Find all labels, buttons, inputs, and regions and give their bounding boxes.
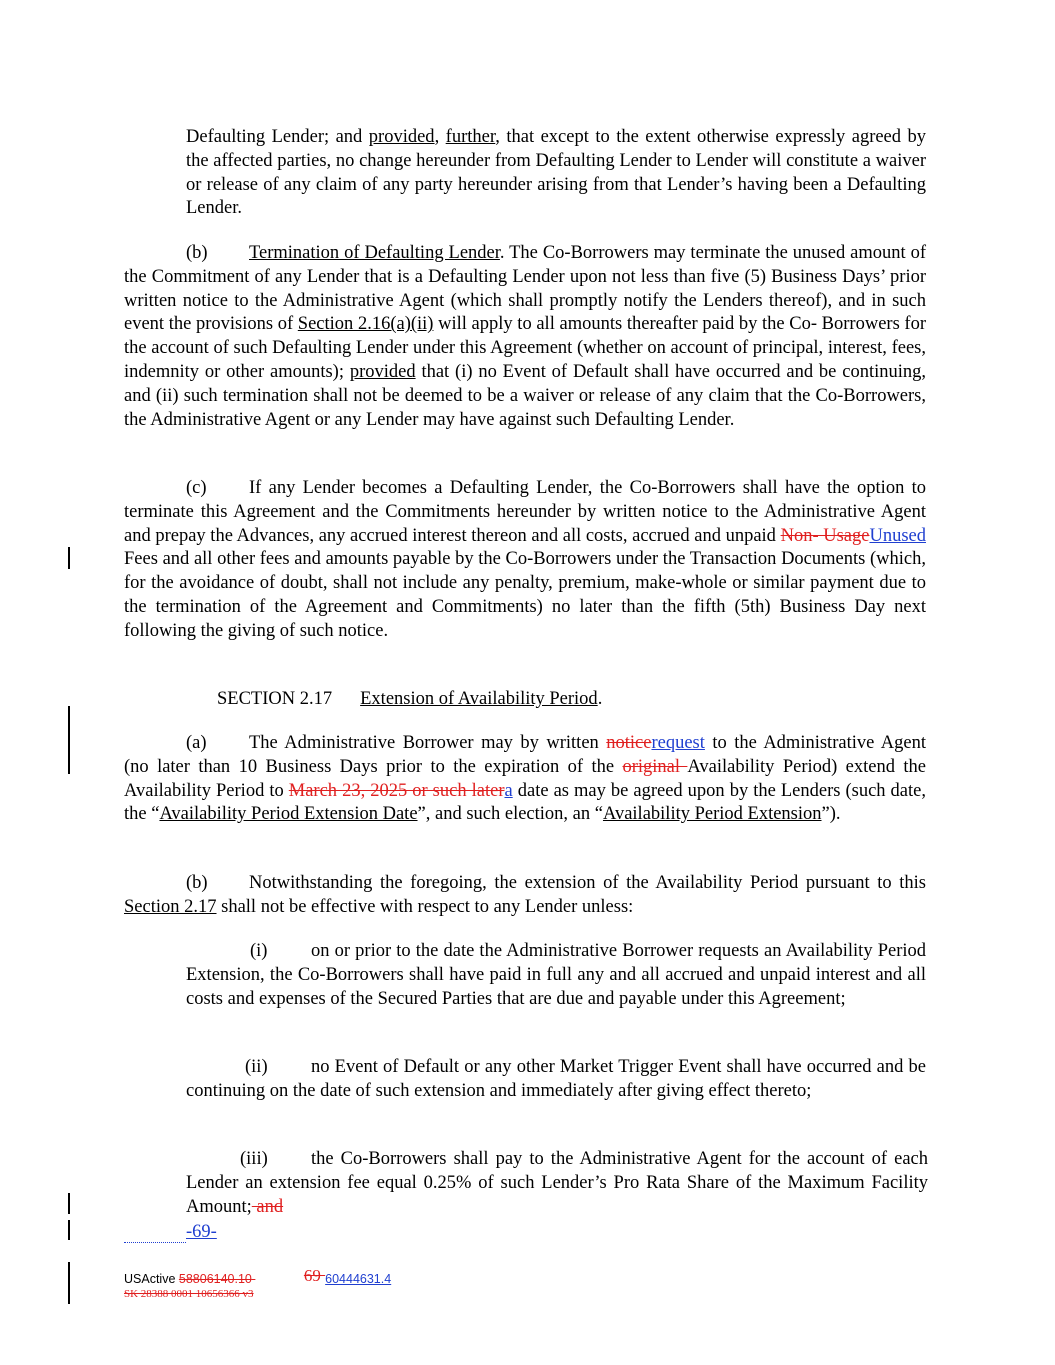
inserted-doc-id: 60444631.4 <box>325 1272 392 1286</box>
text-run: ”). <box>821 804 841 825</box>
condition-i <box>186 940 926 1011</box>
change-bar <box>68 1193 70 1214</box>
paragraph-heading: Termination of Defaulting Lender <box>249 243 500 263</box>
condition-ii <box>186 1056 926 1104</box>
text-run: on or prior to the date the Administrative Borrower requests an Availability Period Extension, the Co-Borrowers shall have paid in full any and all accrued and unpaid interest and all costs and expenses of the Secured Parties that are due and payable under this Agreement; <box>186 941 926 1009</box>
item-label: (i) <box>250 941 268 961</box>
text-run: shall not be effective with respect to any Lender unless: <box>216 896 634 917</box>
change-bar <box>68 1262 70 1304</box>
text-run: date as may be agreed upon by the Lenders (such date, the “ <box>124 780 926 825</box>
text-run: no Event of Default or any other Market Trigger Event shall have occurred and be continuing on the date of such extension and immediately after giving effect thereto; <box>186 1057 926 1101</box>
defined-term: Availability Period Extension <box>602 804 822 825</box>
inserted-text: Unused <box>869 525 926 546</box>
deleted-page-number: 69 <box>303 1266 326 1285</box>
section-reference: Section 2.17 <box>124 896 217 917</box>
footer-prefix: USActive <box>124 1272 179 1286</box>
inserted-text: a <box>504 780 513 801</box>
text-run: If any Lender becomes a Defaulting Lender, the Co-Borrowers shall have the option to terminate this Agreement and the Commitments hereunder by written notice to the Administrative Agent and prepay the Advances, any accrued interest thereon and all costs, accrued and unpaid <box>124 478 926 546</box>
deleted-text: March 23, 2025 or such later <box>288 780 505 801</box>
text-run: , that except to the extent otherwise expressly agreed by the affected parties, no change hereunder from Defaulting Lender to Lender will constitute a waiver or release of any claim of any party hereunder arising from that Lender’s having been a Defaulting Lender. <box>186 127 927 219</box>
item-label: (iii) <box>240 1149 268 1169</box>
paragraph-label: (b) <box>186 873 208 893</box>
section-heading <box>217 688 602 712</box>
text-run: Fees and all other fees and amounts payable by the Co-Borrowers under the Transaction Documents (which, for the avoidance of doubt, shall not include any penalty, premium, make-whole or similar payment due to the termination of the Agreement and Commitments) no later than the fifth (5th) Business Day next following the giving of such notice. <box>124 549 926 641</box>
section-reference: Section 2.16(a)(ii) <box>297 314 434 335</box>
deleted-doc-id: 58806140.10 <box>178 1272 252 1286</box>
paragraph-label: (a) <box>186 733 207 753</box>
text-run: will apply to all amounts thereafter paid by the Co- Borrowers for the account of such Defaulting Lender under this Agreement (whether on account of principal, interest, fees, indemnity or other amounts); <box>124 314 926 382</box>
text-run: ”, and such election, an “ <box>417 804 603 825</box>
text-run: the Co-Borrowers shall pay to the Administrative Agent for the account of each Lender an extension fee equal 0.25% of such Lender’s Pro Rata Share of the Maximum Facility Amount; <box>186 1149 928 1217</box>
deleted-text: original <box>622 756 688 777</box>
paragraph-b-conditions <box>124 872 926 920</box>
deleted-text: Non- Usage <box>780 525 870 546</box>
text-run: Availability Period) extend the Availability Period to <box>124 756 927 801</box>
change-bar <box>68 547 70 569</box>
underlined-term: provided <box>349 361 416 382</box>
text-run: Defaulting Lender; and <box>186 127 369 147</box>
paragraph-a-extension-request <box>124 732 926 827</box>
section-number: SECTION 2.17 <box>217 689 333 709</box>
condition-iii <box>186 1148 928 1219</box>
text-run: to the Administrative Agent (no later than 10 Business Days prior to the expiration of the <box>124 733 926 777</box>
paragraph-c-option-to-terminate <box>124 477 926 644</box>
page-number-rule <box>124 1242 186 1243</box>
paragraph-b-termination <box>124 242 926 432</box>
paragraph-continuation <box>186 126 926 221</box>
text-run: Notwithstanding the foregoing, the extension of the Availability Period pursuant to this <box>249 873 926 893</box>
paragraph-label: (c) <box>186 478 207 498</box>
page-number: -69- <box>186 1222 217 1242</box>
text-run: . <box>597 689 603 709</box>
text-run: that (i) no Event of Default shall have occurred and be continuing, and (ii) such termination shall not be deemed to be a waiver or release of any claim that the Co-Borrowers, the Administrative Agent or any Lender may have against such Defaulting Lender. <box>124 361 926 430</box>
defined-term: Availability Period Extension Date <box>159 804 418 825</box>
deleted-text: and <box>251 1196 284 1217</box>
inserted-text: request <box>651 733 705 753</box>
item-label: (ii) <box>245 1057 268 1077</box>
change-bar <box>68 1220 70 1240</box>
footer-doc-id <box>124 1268 391 1288</box>
footer-deleted-doc-id: SK 28388 0001 10656366 v3 <box>124 1288 254 1300</box>
deleted-tab <box>252 1272 304 1286</box>
text-run: The Administrative Borrower may by written <box>249 733 607 753</box>
deleted-text: notice <box>606 733 652 753</box>
paragraph-label: (b) <box>186 243 208 263</box>
section-title: Extension of Availability Period <box>360 689 598 709</box>
underlined-term: further <box>445 127 496 147</box>
underlined-term: provided <box>368 127 435 147</box>
text-run: , <box>434 127 446 147</box>
change-bar <box>68 706 70 774</box>
text-run: . The Co-Borrowers may terminate the unused amount of the Commitment of any Lender that is a Defaulting Lender upon not less than five (5) Business Days’ prior written notice to the Administrative Agent (which shall promptly notify the Lenders thereof), and in such event the provisions of <box>124 243 926 335</box>
